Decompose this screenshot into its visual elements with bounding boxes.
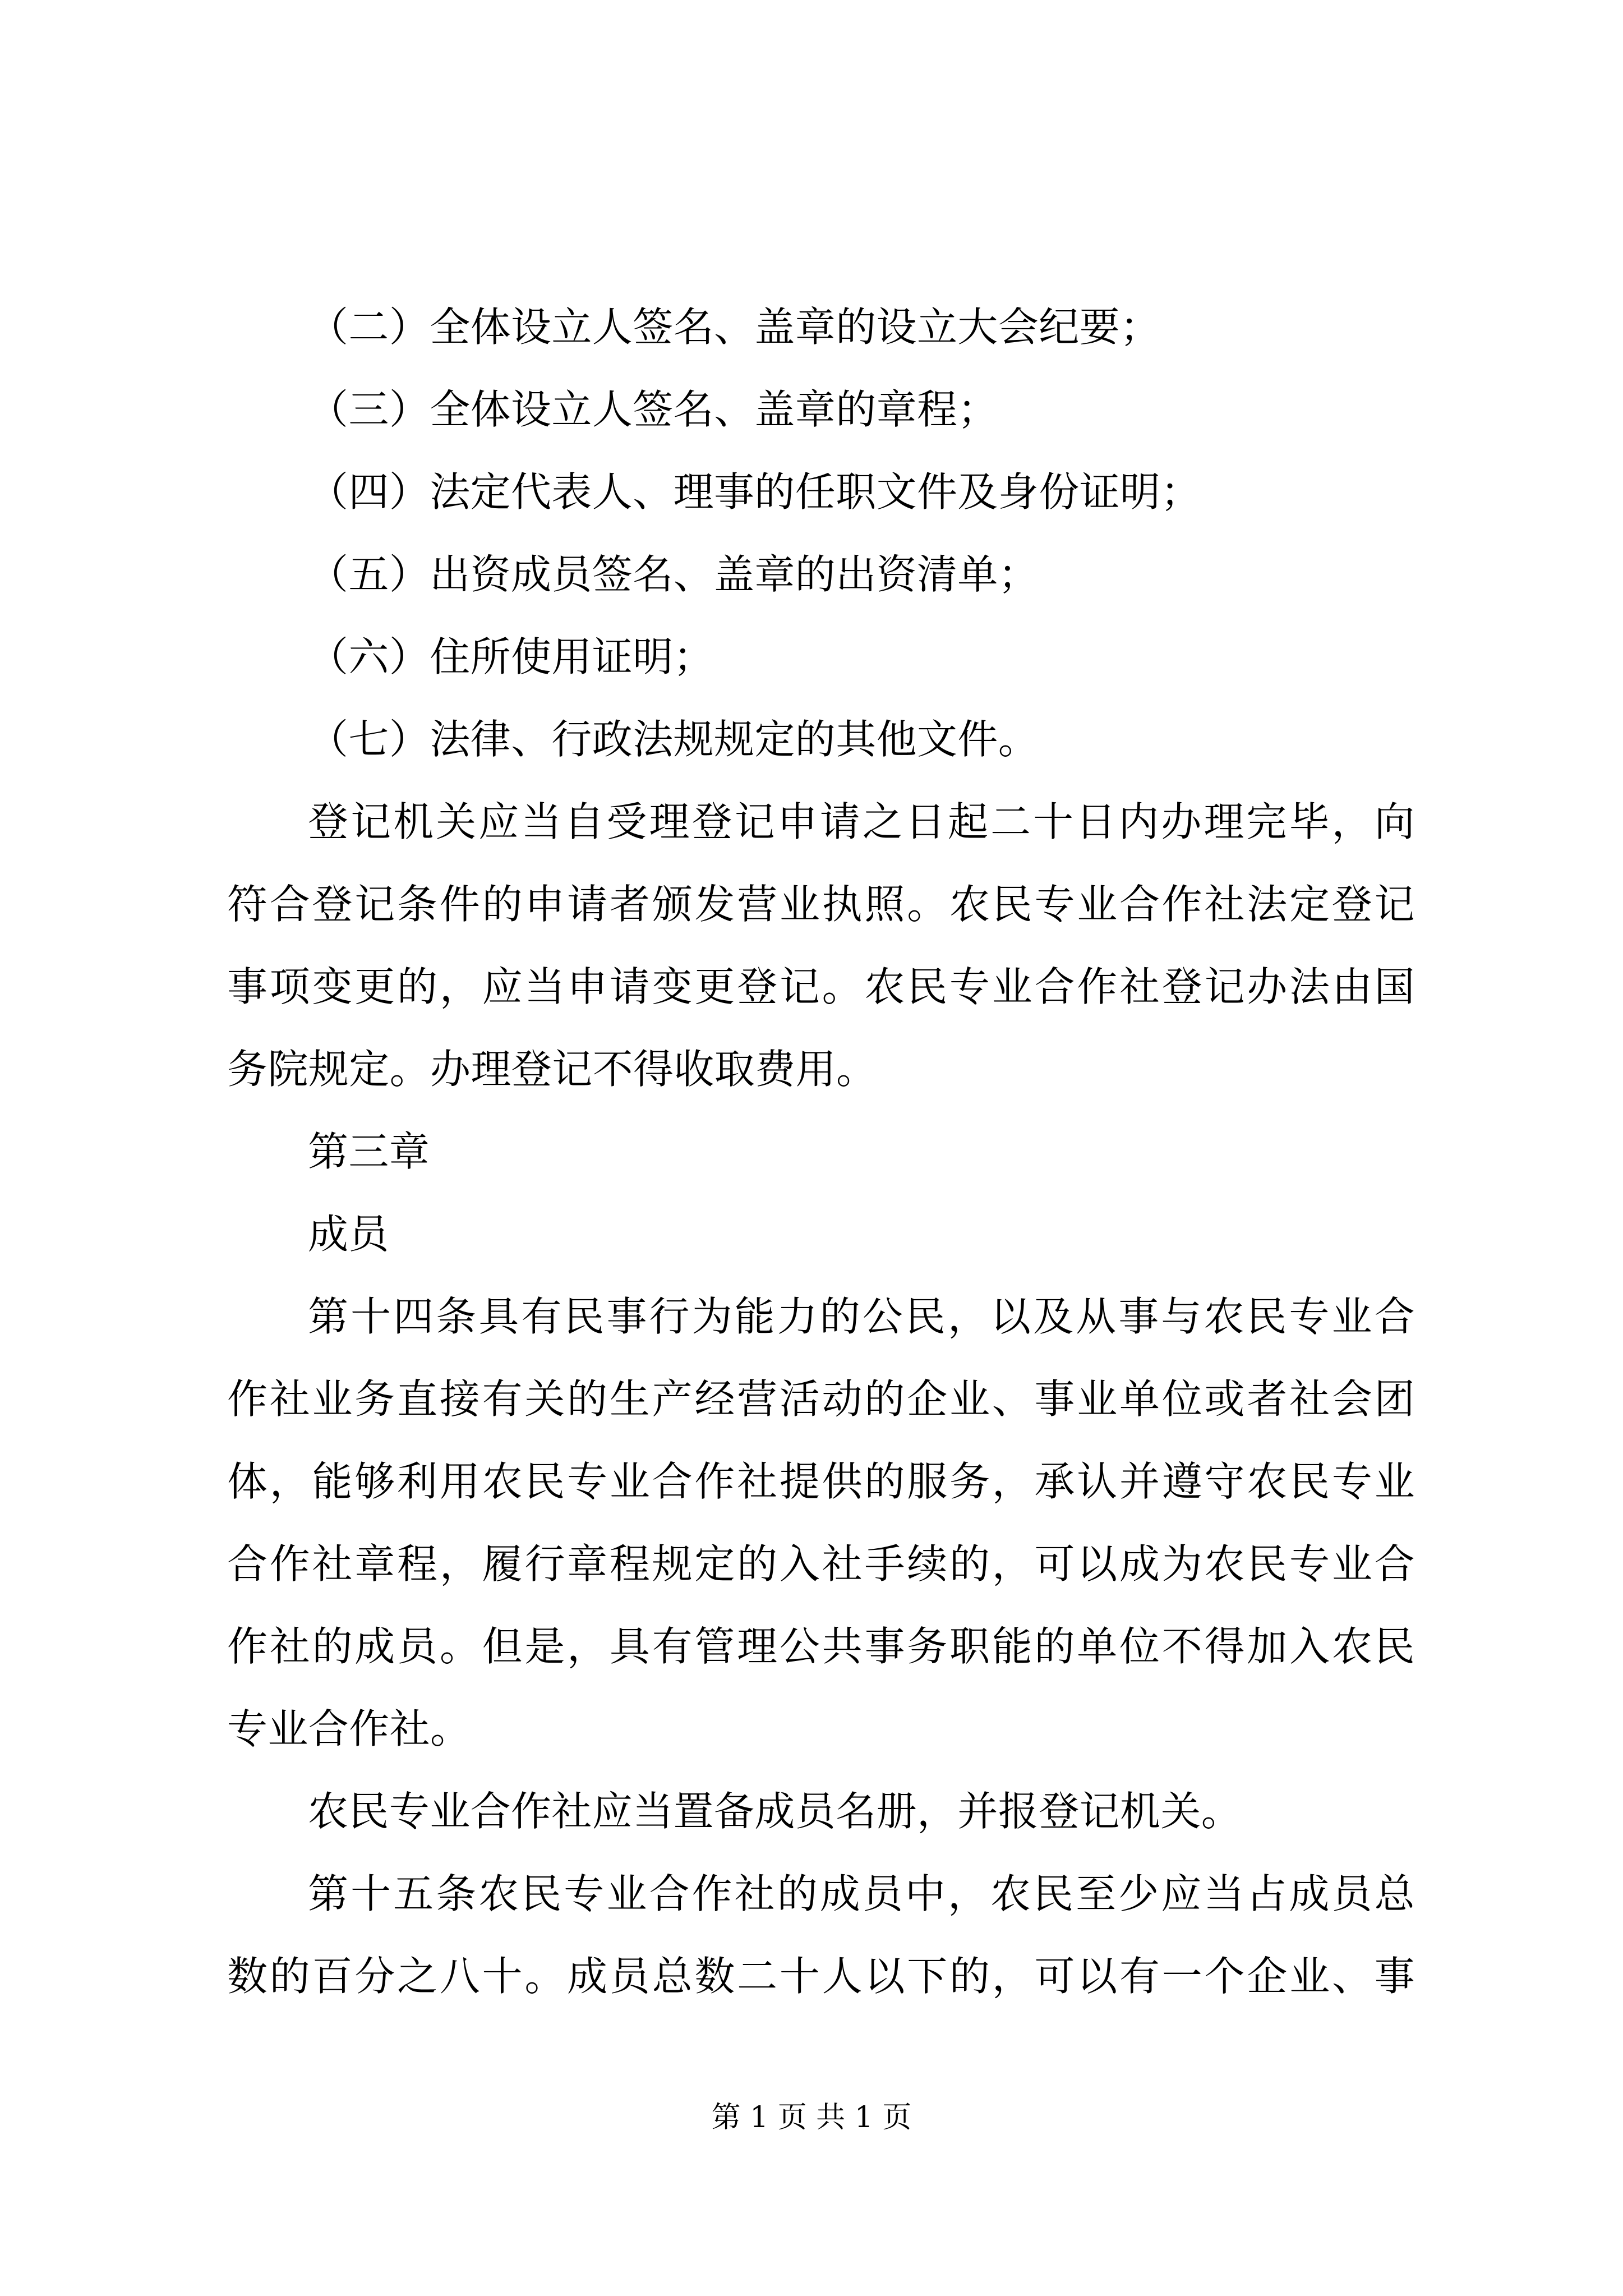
page-number-footer: 第 1 页 共 1 页 — [711, 2101, 912, 2134]
article-15-line-1: 第十五条农民专业合作社的成员中，农民至少应当占成员总 — [308, 1870, 1415, 1917]
article-14-line-5: 作社的成员。但是，具有管理公共事务职能的单位不得加入农民 — [227, 1623, 1415, 1670]
chapter-title: 成员 — [308, 1211, 389, 1258]
list-item-5: （五）出资成员签名、盖章的出资清单； — [308, 551, 1039, 598]
list-item-3: （三）全体设立人签名、盖章的章程； — [308, 386, 998, 433]
article-14-line-2: 作社业务直接有关的生产经营活动的企业、事业单位或者社会团 — [227, 1375, 1415, 1423]
article-15-line-2: 数的百分之八十。成员总数二十人以下的，可以有一个企业、事 — [227, 1953, 1415, 2000]
list-item-7: （七）法律、行政法规规定的其他文件。 — [308, 716, 1039, 763]
document-body — [227, 286, 1415, 2018]
member-register-paragraph: 农民专业合作社应当置备成员名册，并报登记机关。 — [308, 1788, 1242, 1835]
paragraph-registration-line-2: 符合登记条件的申请者颁发营业执照。农民专业合作社法定登记 — [227, 881, 1415, 928]
list-item-2: （二）全体设立人签名、盖章的设立大会纪要； — [308, 303, 1161, 351]
paragraph-registration-line-4: 务院规定。办理登记不得收取费用。 — [227, 1046, 877, 1093]
paragraph-registration-line-3: 事项变更的，应当申请变更登记。农民专业合作社登记办法由国 — [227, 963, 1415, 1010]
list-item-4: （四）法定代表人、理事的任职文件及身份证明； — [308, 468, 1201, 516]
article-14-line-6: 专业合作社。 — [227, 1705, 471, 1752]
list-item-6: （六）住所使用证明； — [308, 633, 714, 680]
paragraph-registration-line-1: 登记机关应当自受理登记申请之日起二十日内办理完毕，向 — [308, 798, 1415, 845]
article-14-line-4: 合作社章程，履行章程规定的入社手续的，可以成为农民专业合 — [227, 1540, 1415, 1588]
article-14-line-3: 体，能够利用农民专业合作社提供的服务，承认并遵守农民专业 — [227, 1458, 1415, 1505]
article-14-line-1: 第十四条具有民事行为能力的公民，以及从事与农民专业合 — [308, 1293, 1415, 1340]
chapter-heading: 第三章 — [308, 1128, 430, 1175]
